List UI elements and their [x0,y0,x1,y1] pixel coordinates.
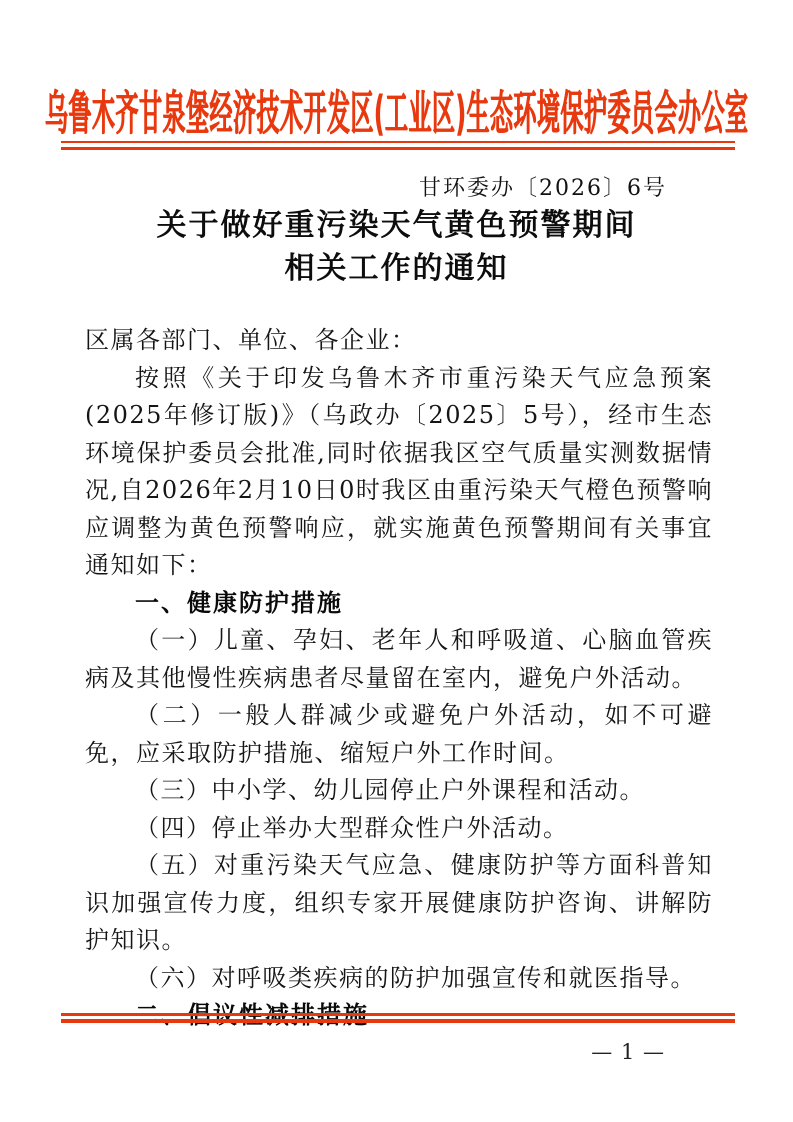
page-number: — 1 — [591,1040,665,1064]
document-title [0,204,793,290]
body-paragraph: （四）停止举办大型群众性户外活动。 [135,813,569,842]
body-paragraph: （五）对重污染天气应急、健康防护等方面科普知识加强宣传力度，组织专家开展健康防护咨询、讲解防护知识。 [85,851,713,954]
body-paragraph: 按照《关于印发乌鲁木齐市重污染天气应急预案(2025年修订版)》（乌政办〔2025〕5号），经市生态环境保护委员会批准,同时依据我区空气质量实测数据情况,自2026年2月10日0时我区由重污染天气橙色预警响应调整为黄色预警响应，就实施黄色预警期间有关事宜通知如下： [85,363,713,579]
letterhead [0,76,793,142]
letterhead-divider-line [61,141,735,150]
body-paragraph: （三）中小学、幼儿园停止户外课程和活动。 [135,776,645,804]
body-paragraph: 区属各部门、单位、各企业： [85,326,417,354]
document-title-line2: 相关工作的通知 [284,251,509,286]
footer-divider-line [61,1013,735,1023]
document-number: 甘环委办〔2026〕6号 [419,176,667,201]
document-title-line1: 关于做好重污染天气黄色预警期间 [156,208,637,243]
section-heading: 一、健康防护措施 [135,588,343,617]
body-paragraph: （一）儿童、孕妇、老年人和呼吸道、心脑血管疾病及其他慢性疾病患者尽量留在室内，避免户外活动。 [85,626,713,692]
section-heading: 二、倡议性减排措施 [135,1001,369,1029]
body-paragraph: （二）一般人群减少或避免户外活动，如不可避免，应采取防护措施、缩短户外工作时间。 [85,701,713,767]
letterhead-org-name: 乌鲁木齐甘泉堡经济技术开发区(工业区)生态环境保护委员会办公室 [44,88,749,142]
document-body [85,322,713,1035]
body-paragraph: （六）对呼吸类疾病的防护加强宣传和就医指导。 [135,963,696,992]
